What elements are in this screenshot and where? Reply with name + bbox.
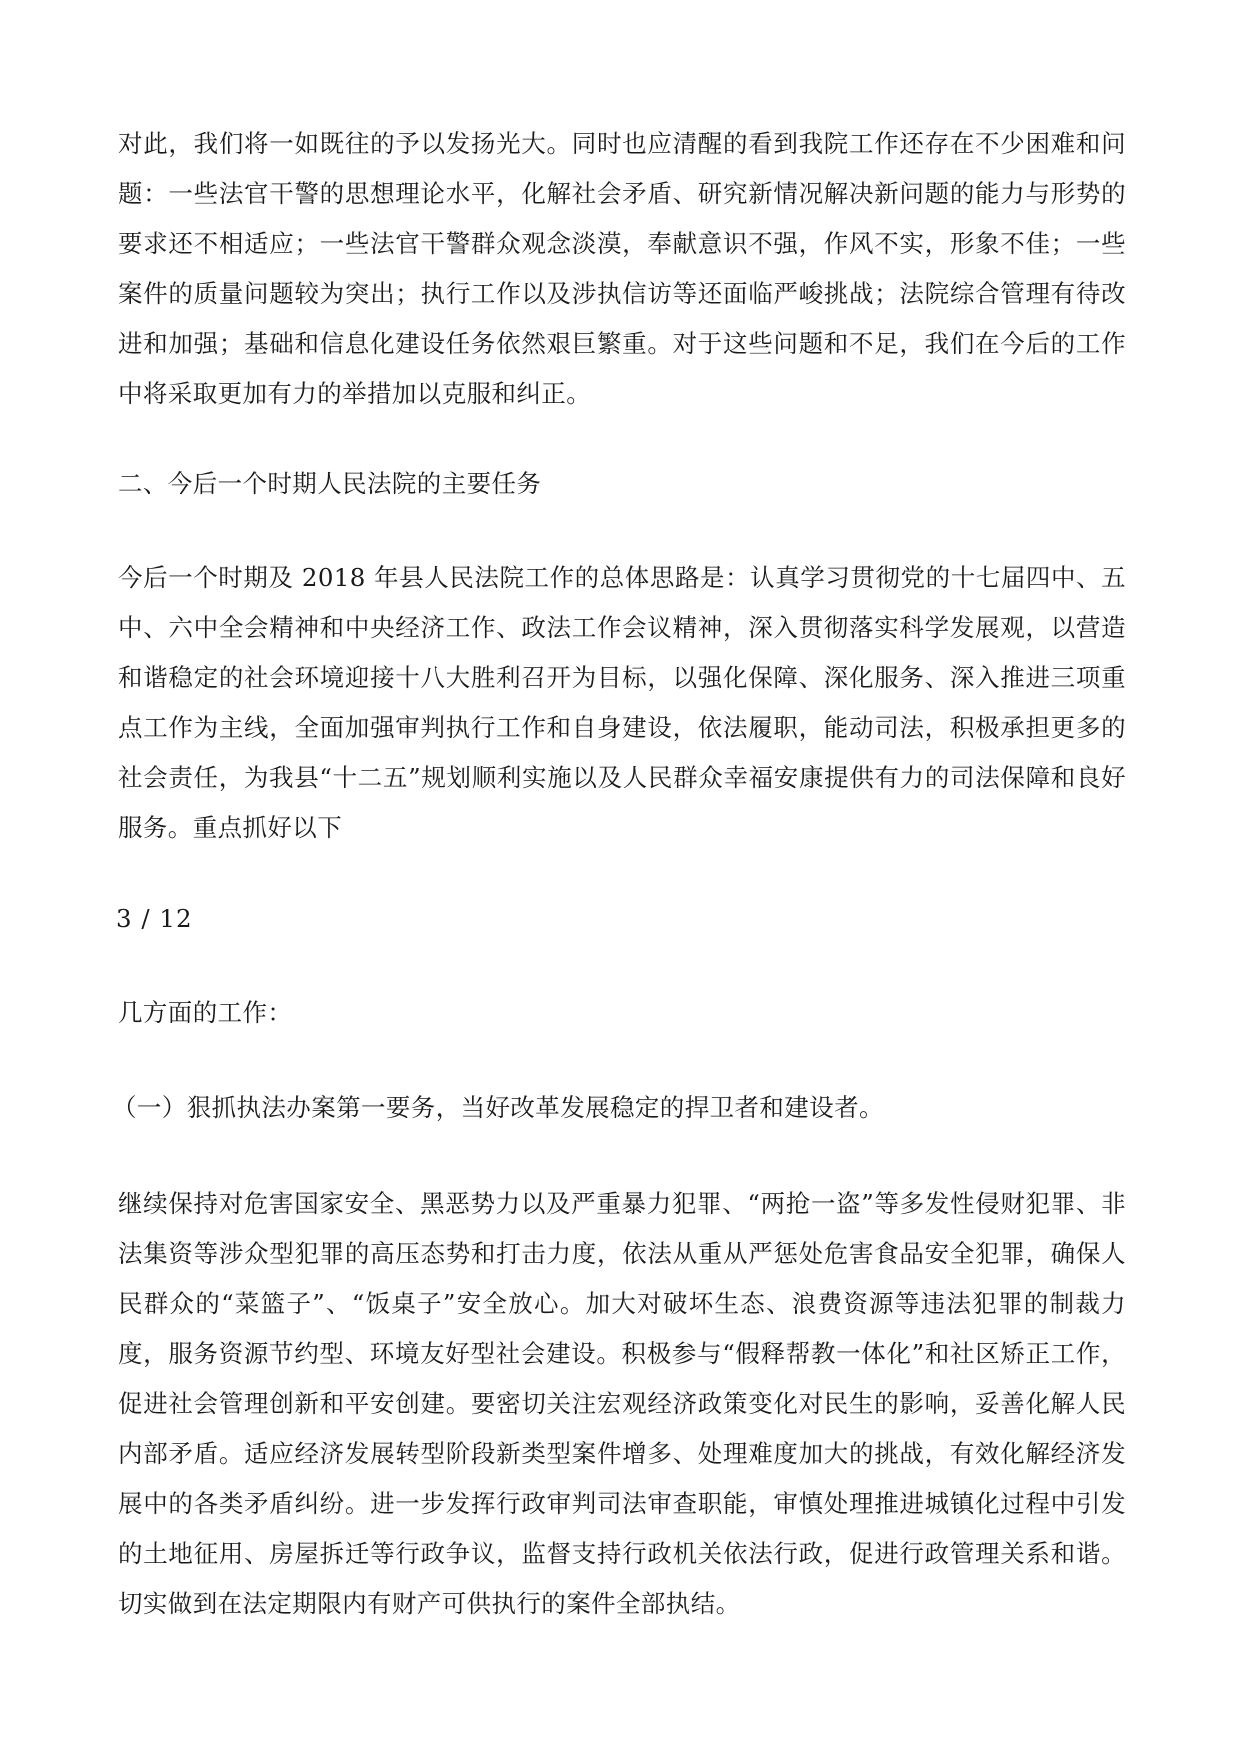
paragraph-one: 继续保持对危害国家安全、黑恶势力以及严重暴力犯罪、“两抢一盗”等多发性侵财犯罪、非法集资等涉众型犯罪的高压态势和打击力度，依法从重从严惩处危害食品安全犯罪，确保人民群众的“菜篮子”、“饭桌子”安全放心。加大对破坏生态、浪费资源等违法犯罪的制裁力度，服务资源节约型、环境友好型社会建设。积极参与“假释帮教一体化”和社区矫正工作，促进社会管理创新和平安创建。要密切关注宏观经济政策变化对民生的影响，妥善化解人民内部矛盾。适应经济发展转型阶段新类型案件增多、处理难度加大的挑战，有效化解经济发展中的各类矛盾纠纷。进一步发挥行政审判司法审查职能，审慎处理推进城镇化过程中引发的土地征用、房屋拆迁等行政争议，监督支持行政机关依法行政，促进行政管理关系和谐。切实做到在法定期限内有财产可供执行的案件全部执结。 bbox=[118, 1189, 1126, 1618]
section-heading: 二、今后一个时期人民法院的主要任务 bbox=[118, 469, 542, 498]
paragraph-problems: 对此，我们将一如既往的予以发扬光大。同时也应清醒的看到我院工作还存在不少困难和问题：一些法官干警的思想理论水平，化解社会矛盾、研究新情况解决新问题的能力与形势的要求还不相适应；一些法官干警群众观念淡漠，奉献意识不强，作风不实，形象不佳；一些案件的质量问题较为突出；执行工作以及涉执信访等还面临严峻挑战；法院综合管理有待改进和加强；基础和信息化建设任务依然艰巨繁重。对于这些问题和不足，我们在今后的工作中将采取更加有力的举措加以克服和纠正。 bbox=[118, 129, 1126, 408]
paragraph-overall-approach: 今后一个时期及 2018 年县人民法院工作的总体思路是：认真学习贯彻党的十七届四中、五中、六中全会精神和中央经济工作、政法工作会议精神，深入贯彻落实科学发展观，以营造和谐稳定的社会环境迎接十八大胜利召开为目标，以强化保障、深化服务、深入推进三项重点工作为主线，全面加强审判执行工作和自身建设，依法履职，能动司法，积极承担更多的社会责任，为我县“十二五”规划顺利实施以及人民群众幸福安康提供有力的司法保障和良好服务。重点抓好以下 bbox=[118, 563, 1126, 842]
subheading-one: （一）狠抓执法办案第一要务，当好改革发展稳定的捍卫者和建设者。 bbox=[112, 1093, 884, 1122]
paragraph-continuation: 几方面的工作： bbox=[118, 998, 293, 1027]
page-number: 3 / 12 bbox=[116, 904, 193, 933]
